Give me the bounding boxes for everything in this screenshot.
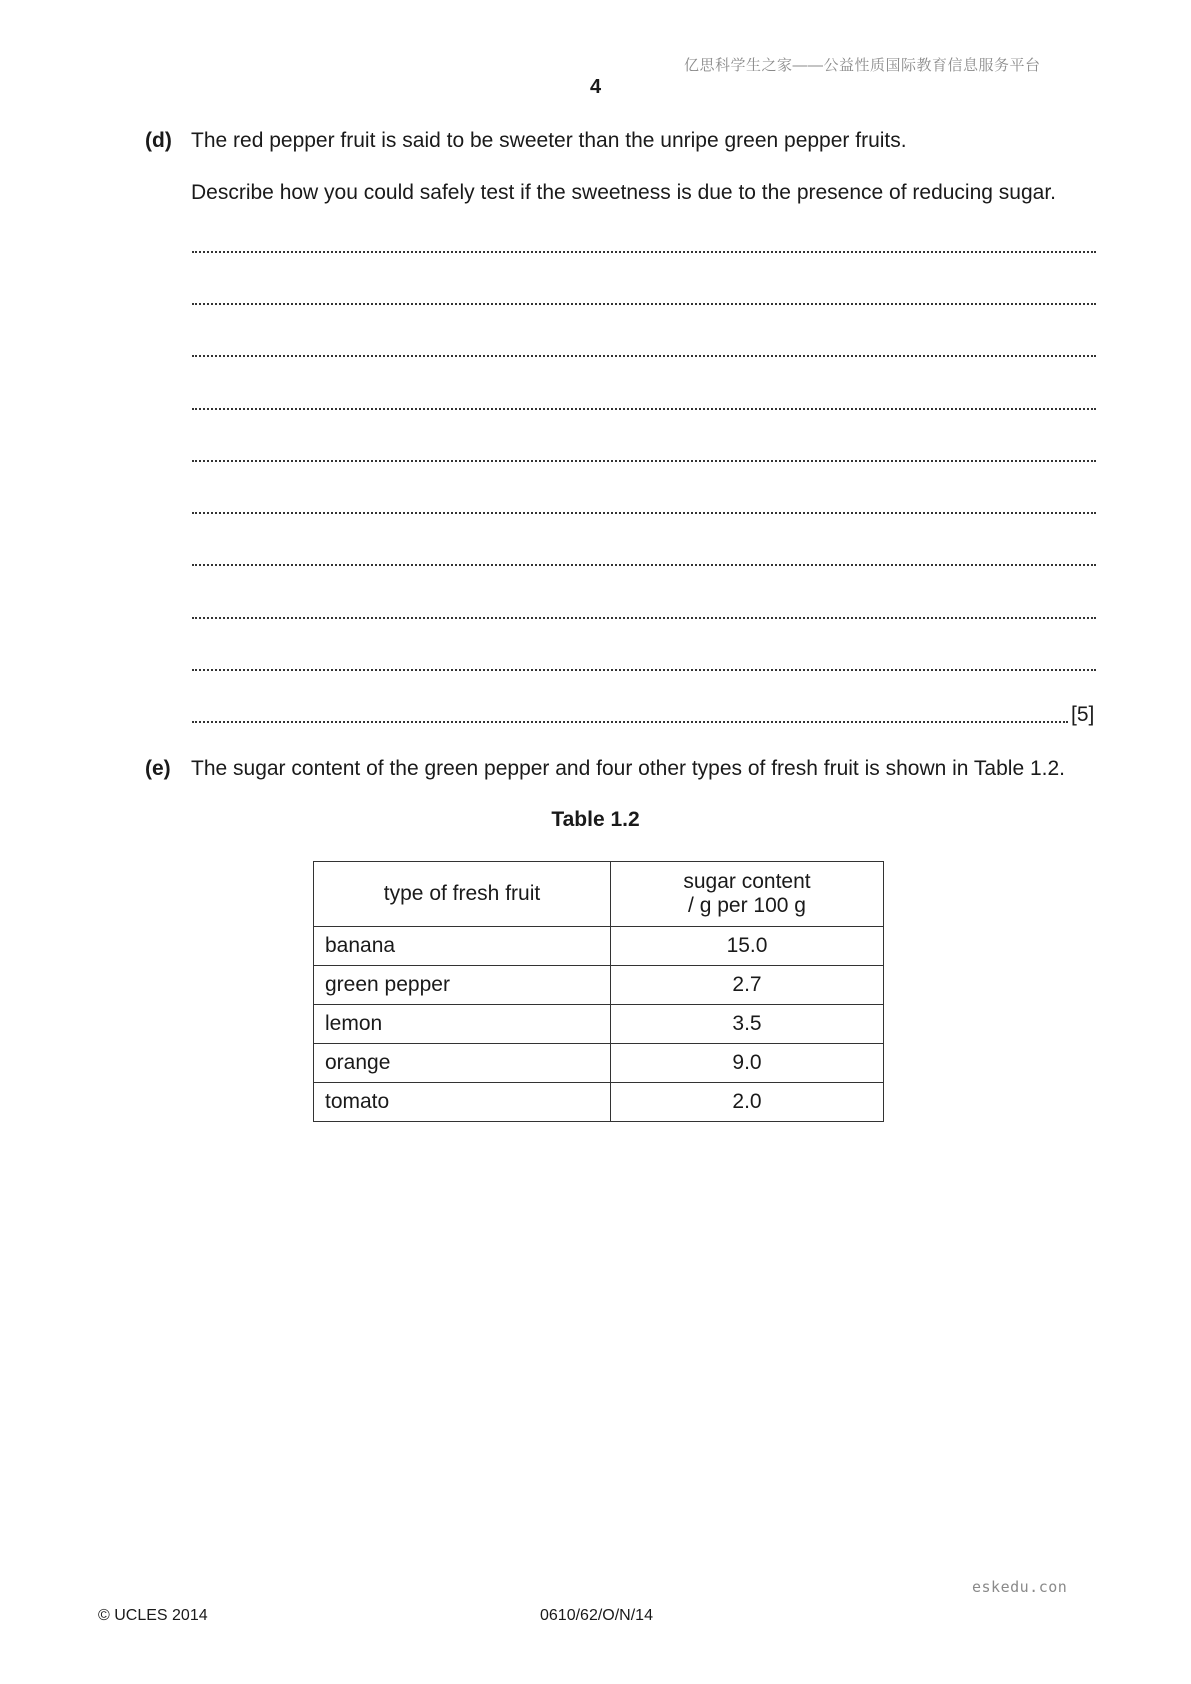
sugar-cell: 15.0 (611, 927, 884, 966)
part-d-statement: The red pepper fruit is said to be sweeter than the unripe green pepper fruits. (191, 129, 907, 152)
answer-line[interactable] (192, 355, 1096, 357)
sugar-cell: 3.5 (611, 1005, 884, 1044)
fruit-cell: banana (314, 927, 611, 966)
sugar-cell: 9.0 (611, 1044, 884, 1083)
sugar-cell: 2.7 (611, 966, 884, 1005)
part-e-label: (e) (145, 757, 171, 780)
part-d-label: (d) (145, 129, 172, 152)
table-row (314, 1083, 884, 1122)
header-fruit-type: type of fresh fruit (314, 862, 611, 927)
answer-line[interactable] (192, 669, 1096, 671)
sugar-content-table (313, 861, 884, 1122)
fruit-cell: tomato (314, 1083, 611, 1122)
answer-line[interactable] (192, 408, 1096, 410)
watermark-header: 亿思科学生之家——公益性质国际教育信息服务平台 (684, 57, 1041, 74)
paper-code: 0610/62/O/N/14 (540, 1607, 653, 1624)
table-row (314, 1044, 884, 1083)
fruit-cell: lemon (314, 1005, 611, 1044)
table-row (314, 966, 884, 1005)
answer-line[interactable] (192, 460, 1096, 462)
answer-line[interactable] (192, 617, 1096, 619)
part-e-statement: The sugar content of the green pepper and four other types of fresh fruit is shown in Table 1.2. (191, 757, 1065, 780)
watermark-footer: eskedu.con (972, 1578, 1068, 1596)
table-row (314, 1005, 884, 1044)
sugar-cell: 2.0 (611, 1083, 884, 1122)
fruit-cell: orange (314, 1044, 611, 1083)
fruit-cell: green pepper (314, 966, 611, 1005)
answer-line[interactable] (192, 721, 1068, 723)
answer-line[interactable] (192, 251, 1096, 253)
table-header-row (314, 862, 884, 927)
answer-line[interactable] (192, 303, 1096, 305)
table-row (314, 927, 884, 966)
marks-allocation: [5] (1071, 703, 1095, 726)
table-title: Table 1.2 (551, 808, 640, 831)
part-d-task: Describe how you could safely test if the sweetness is due to the presence of reducing sugar. (191, 181, 1056, 204)
answer-line[interactable] (192, 564, 1096, 566)
answer-line[interactable] (192, 512, 1096, 514)
header-sugar-content: sugar content / g per 100 g (611, 862, 884, 927)
copyright: © UCLES 2014 (98, 1607, 208, 1624)
page-number: 4 (589, 76, 602, 98)
